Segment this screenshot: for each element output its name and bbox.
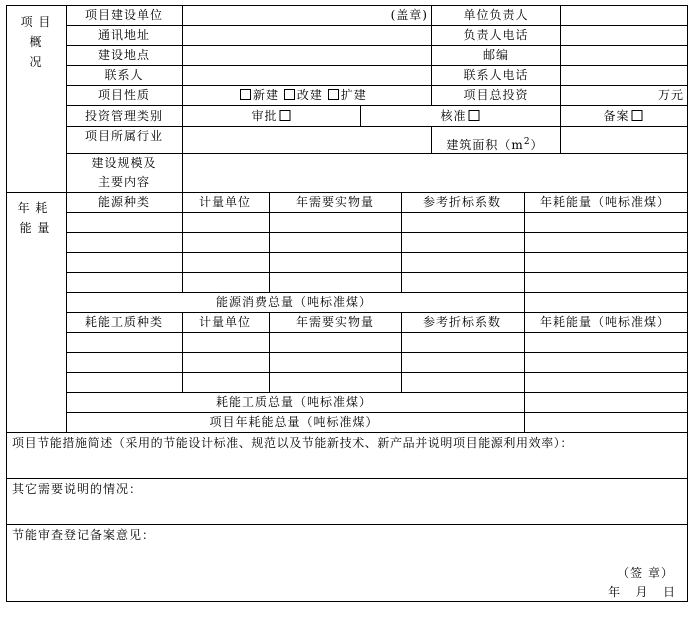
scale-label-2: 主要内容 [97,175,151,189]
mgmt-verify [440,109,479,123]
overview-section-label-3: 况 [29,55,43,69]
contact-label: 联系人 [104,68,144,82]
option-verify: 核准 [440,109,467,123]
unit-label: 项目建设单位 [84,8,164,22]
option-record: 备案 [603,109,630,123]
header-medium-unit: 计量单位 [198,315,252,329]
other-label: 其它需要说明的情况： [12,482,143,496]
header-medium-consumption: 年耗能量（吨标准煤） [539,315,671,329]
option-expand: 扩建 [340,88,367,102]
mgmt-approve [251,109,290,123]
stamp-label: (盖章) [390,8,428,22]
area-label-text: 建筑面积（m [446,138,524,152]
header-medium-coefficient: 参考折标系数 [422,315,502,329]
area-label-close: ） [530,138,544,152]
header-annual-consumption: 年耗能量（吨标准煤） [539,195,671,209]
measures-label: 项目节能措施简述（采用的节能设计标准、规范以及节能新技术、新产品并说明项目能源利用效率）： [12,436,574,450]
review-date: 年 月 日 [608,585,676,599]
medium-total-label: 耗能工质总量（吨标准煤） [215,395,373,409]
header-energy-type: 能源种类 [97,195,151,209]
option-new: 新建 [253,88,280,102]
energy-section-label-1: 年 耗 [17,201,49,215]
investment-unit: 万元 [657,88,684,102]
address-label: 通讯地址 [97,28,151,42]
nature-options [240,88,367,102]
leader-phone-label: 负责人电话 [463,28,529,42]
energy-section-label-2: 能 量 [19,221,51,235]
leader-label: 单位负责人 [463,8,529,22]
option-approve: 审批 [251,109,278,123]
contact-phone-label: 联系人电话 [463,68,529,82]
mgmt-record [603,109,642,123]
overview-section-label-2: 概 [29,35,43,49]
postcode-label: 邮编 [482,48,510,62]
site-label: 建设地点 [97,48,151,62]
checkbox-new[interactable] [240,89,251,100]
header-medium-quantity: 年需要实物量 [295,315,375,329]
investment-label: 项目总投资 [463,88,529,102]
checkbox-verify[interactable] [469,110,480,121]
header-unit: 计量单位 [198,195,252,209]
nature-label: 项目性质 [97,88,151,102]
review-sign: （签 章） [617,566,674,580]
checkbox-record[interactable] [632,110,643,121]
project-total-label: 项目年耗能总量（吨标准煤） [209,415,379,429]
header-quantity: 年需要实物量 [295,195,375,209]
overview-section-label-1: 项 目 [20,15,52,29]
checkbox-approve[interactable] [280,110,291,121]
area-unit-sup: 2 [523,137,531,147]
mgmt-label: 投资管理类别 [84,109,164,123]
checkbox-rebuild[interactable] [284,89,295,100]
energy-total-label: 能源消费总量（吨标准煤） [215,295,373,309]
checkbox-expand[interactable] [328,89,339,100]
scale-label-1: 建设规模及 [91,156,157,170]
header-coefficient: 参考折标系数 [422,195,502,209]
industry-label: 项目所属行业 [84,129,164,143]
review-label: 节能审查登记备案意见： [12,528,156,542]
option-rebuild: 改建 [296,88,323,102]
header-medium-type: 耗能工质种类 [84,315,164,329]
area-label [446,135,543,152]
